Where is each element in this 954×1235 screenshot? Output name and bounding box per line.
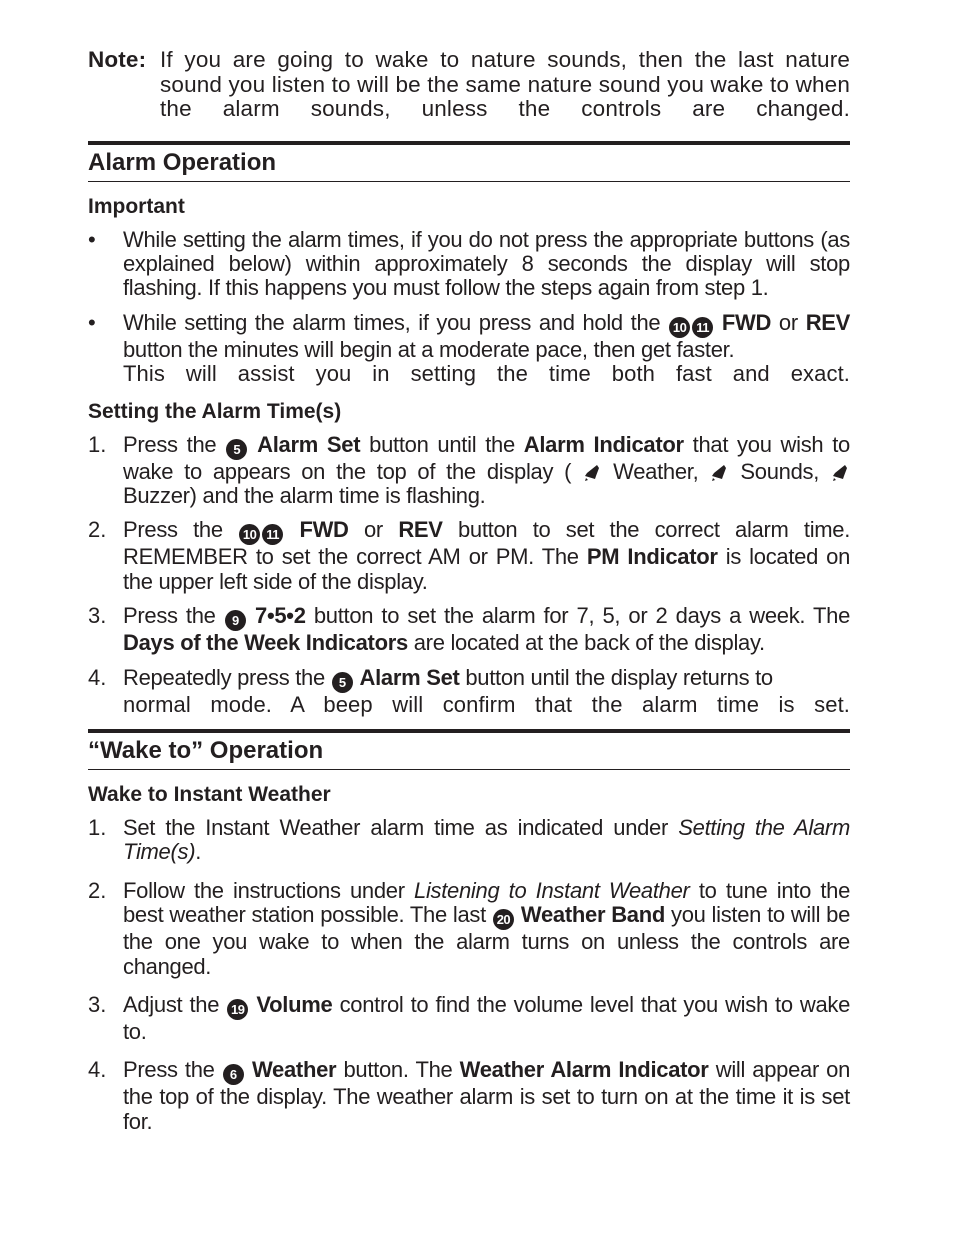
cross-reference: Listening to Instant Weather — [414, 877, 690, 903]
note-block — [88, 48, 850, 122]
list-item — [88, 816, 850, 865]
item-text: While setting the alarm times, if you do not press the appropriate buttons (as explained below) within approximately 8 seconds the display will stop flashing. If this happens you must follow the steps again from step 1. — [123, 226, 850, 301]
control-number-20-icon: 20 — [493, 909, 514, 930]
step-number: 3. — [88, 603, 107, 629]
item-text: are located at the back of the display. — [413, 630, 765, 656]
bullet: • — [88, 226, 96, 252]
list-item — [88, 604, 850, 655]
item-text: While setting the alarm times, if you press and hold the — [123, 309, 661, 335]
label-alarm-indicator: Alarm Indicator — [523, 431, 684, 457]
step-number: 2. — [88, 517, 107, 543]
step-number: 3. — [88, 992, 107, 1017]
step-number: 4. — [88, 664, 107, 690]
item-text: normal mode. A beep will confirm that the alarm time is set. — [123, 691, 850, 717]
item-text: Press the — [123, 1057, 215, 1083]
step-number: 2. — [88, 877, 107, 903]
setting-steps — [88, 433, 850, 717]
control-number-9-icon: 9 — [225, 610, 246, 631]
control-number-19-icon: 19 — [227, 999, 248, 1020]
list-item — [88, 311, 850, 387]
step-number: 4. — [88, 1057, 107, 1083]
item-text: button. The — [343, 1057, 453, 1083]
item-text: or — [364, 517, 383, 543]
item-text: Press the — [123, 431, 217, 457]
list-item — [88, 228, 850, 301]
list-item — [88, 666, 850, 717]
item-text: Sounds, — [740, 458, 820, 484]
item-text: Press the — [123, 517, 223, 543]
manual-page — [88, 48, 850, 1144]
note-label: Note: — [88, 47, 147, 72]
item-text: This will assist you in setting the time both fast and exact. — [123, 361, 850, 387]
list-item — [88, 993, 850, 1044]
subheading-wake-weather: Wake to Instant Weather — [88, 782, 331, 806]
item-text: Buzzer) and the alarm time is flashing. — [123, 482, 486, 508]
item-text: . — [195, 839, 202, 865]
item-text: control to find the volume level that you wish to wake to. — [123, 992, 851, 1044]
button-name-752: 7•5•2 — [255, 603, 306, 629]
list-item — [88, 433, 850, 509]
cross-reference: Setting the Alarm Time(s) — [123, 814, 850, 865]
control-number-5-icon: 5 — [332, 672, 353, 693]
item-text: Repeatedly press the — [123, 664, 325, 690]
button-name-alarm-set: Alarm Set — [359, 664, 460, 690]
button-name-rev: REV — [805, 309, 851, 335]
note-text: If you are going to wake to nature sounds, then the last nature sound you listen to will be the same nature sound you wake to when the alarm sounds, unless the controls are changed. — [160, 47, 850, 121]
list-item — [88, 879, 850, 979]
alarm-bell-icon — [711, 464, 727, 482]
item-text: Follow the instructions under — [123, 877, 405, 903]
item-text: that you wish to wake to appears on the top of the display ( — [123, 431, 850, 484]
button-name-fwd: FWD — [721, 309, 772, 335]
control-number-11-icon: 11 — [692, 317, 713, 338]
button-name-weather-band: Weather Band — [520, 902, 666, 928]
subheading-important: Important — [88, 194, 185, 218]
alarm-bell-icon — [832, 464, 848, 482]
button-name-volume: Volume — [256, 992, 333, 1017]
list-item — [88, 1058, 850, 1134]
item-text: Set the Instant Weather alarm time as indicated under — [123, 814, 669, 840]
control-number-6-icon: 6 — [223, 1064, 244, 1085]
control-number-10-icon: 10 — [239, 524, 260, 545]
control-number-10-icon: 10 — [669, 317, 690, 338]
label-days-indicators: Days of the Week Indicators — [123, 630, 408, 656]
alarm-bell-icon — [584, 464, 600, 482]
item-text: is located on the upper left side of the display. — [123, 544, 851, 594]
item-text: button the minutes will begin at a moderate pace, then get faster. — [123, 336, 735, 362]
wake-weather-steps — [88, 816, 850, 1134]
important-list — [88, 228, 850, 387]
step-number: 1. — [88, 814, 107, 840]
item-text: button until the — [369, 431, 515, 457]
item-text: Adjust the — [123, 992, 220, 1017]
item-text: button until the display returns to — [465, 664, 773, 690]
list-item — [88, 518, 850, 594]
button-name-alarm-set: Alarm Set — [257, 431, 361, 457]
item-text: will appear on the top of the display. The weather alarm is set to turn on at the time it is set for. — [123, 1057, 851, 1134]
step-number: 1. — [88, 431, 107, 457]
control-number-11-icon: 11 — [262, 524, 283, 545]
item-text: button to set the correct alarm time. REMEMBER to set the correct AM or PM. The — [123, 517, 851, 570]
bullet: • — [88, 309, 96, 335]
item-text: button to set the alarm for 7, 5, or 2 days a week. The — [313, 603, 851, 629]
item-text: Press the — [123, 603, 216, 629]
control-number-5-icon: 5 — [226, 439, 247, 460]
item-text: you listen to will be the one you wake to when the alarm turns on unless the controls are changed. — [123, 902, 851, 979]
section-underline — [88, 769, 850, 770]
item-text: Weather, — [613, 458, 699, 484]
subheading-setting-alarm: Setting the Alarm Time(s) — [88, 399, 342, 423]
button-name-fwd: FWD — [299, 517, 349, 543]
button-name-rev: REV — [398, 517, 443, 543]
item-text: or — [778, 309, 798, 335]
section-title-alarm-operation: Alarm Operation — [88, 148, 277, 176]
button-name-weather: Weather — [251, 1057, 337, 1083]
label-pm-indicator: PM Indicator — [586, 544, 718, 570]
label-weather-alarm-indicator: Weather Alarm Indicator — [459, 1057, 709, 1083]
item-text: to tune into the best weather station possible. The last — [123, 877, 851, 928]
section-underline — [88, 181, 850, 182]
section-title-wake-operation: “Wake to” Operation — [88, 736, 324, 764]
